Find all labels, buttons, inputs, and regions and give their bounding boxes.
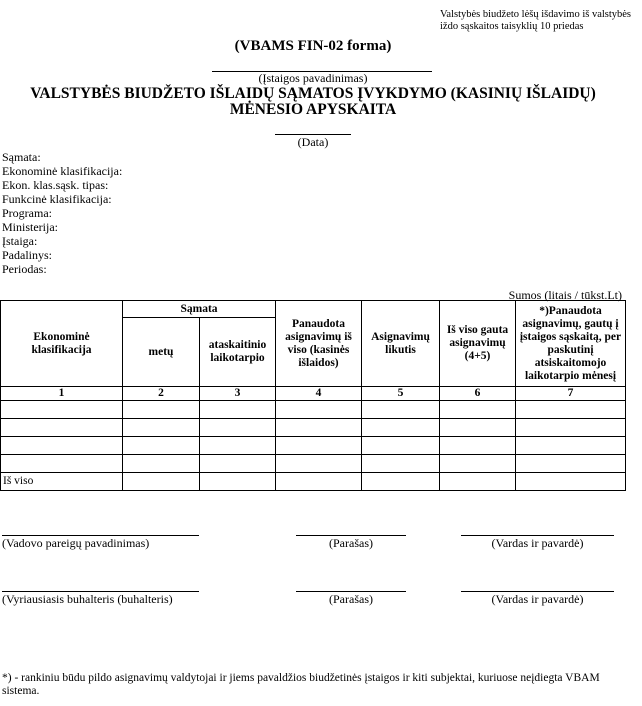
meta-fields (2, 150, 122, 276)
name-caption: (Vardas ir pavardė) (491, 592, 584, 606)
table-cell[interactable] (276, 437, 362, 455)
table-cell[interactable] (123, 401, 200, 419)
table-cell[interactable] (1, 455, 123, 473)
table-cell[interactable] (200, 419, 276, 437)
accountant-caption: (Vyriausiasis buhalteris (buhalteris) (2, 592, 173, 606)
meta-field: Ekon. klas.sąsk. tipas: (2, 178, 109, 192)
table-cell[interactable] (123, 473, 200, 491)
table-cell[interactable] (200, 437, 276, 455)
table-cell[interactable] (440, 401, 516, 419)
column-number: 3 (200, 387, 276, 401)
table-cell[interactable] (276, 473, 362, 491)
name-caption: (Vardas ir pavardė) (491, 536, 584, 550)
table-cell[interactable] (362, 473, 440, 491)
meta-field: Sąmata: (2, 150, 41, 164)
column-number: 1 (1, 387, 123, 401)
table-cell[interactable] (123, 437, 200, 455)
table-cell[interactable] (276, 455, 362, 473)
header-gauta: Iš viso gauta asignavimų (4+5) (440, 301, 516, 387)
table-cell[interactable] (362, 455, 440, 473)
table-cell[interactable] (362, 401, 440, 419)
table-cell[interactable] (123, 419, 200, 437)
table-cell[interactable] (200, 473, 276, 491)
signature-caption: (Parašas) (329, 536, 373, 550)
header-metu: metų (123, 318, 200, 387)
meta-field: Įstaiga: (2, 234, 38, 248)
main-title (0, 86, 626, 118)
date-caption: (Data) (297, 135, 329, 149)
table-row (1, 401, 626, 419)
table-cell[interactable] (440, 473, 516, 491)
meta-field: Funkcinė klasifikacija: (2, 192, 112, 206)
table-cell[interactable] (123, 455, 200, 473)
main-title-line1: VALSTYBĖS BIUDŽETO IŠLAIDŲ SĄMATOS ĮVYKDYMO (KASINIŲ IŠLAIDŲ) (30, 85, 596, 102)
table-row (1, 437, 626, 455)
table-cell[interactable] (440, 455, 516, 473)
total-label: Iš viso (1, 473, 123, 491)
footnote: *) - rankiniu būdu pildo asignavimų valdytojai ir jiems pavaldžios biudžetinės įstaigos ir kiti subjektai, kuriuose neįdiegta VBAM sistema. (2, 672, 600, 697)
meta-field: Ministerija: (2, 220, 58, 234)
form-title: (VBAMS FIN-02 forma) (234, 38, 392, 54)
column-number: 6 (440, 387, 516, 401)
table-cell[interactable] (516, 473, 626, 491)
meta-field: Padalinys: (2, 248, 52, 262)
table-cell[interactable] (516, 419, 626, 437)
header-ataskaitinio: ataskaitinio laikotarpio (200, 318, 276, 387)
meta-field: Ekonominė klasifikacija: (2, 164, 123, 178)
meta-field: Periodas: (2, 262, 47, 276)
signature-caption: (Parašas) (329, 592, 373, 606)
table-cell[interactable] (1, 419, 123, 437)
table-cell[interactable] (440, 437, 516, 455)
table-cell[interactable] (1, 401, 123, 419)
table-cell[interactable] (440, 419, 516, 437)
header-panaudota: Panaudota asignavimų iš viso (kasinės išlaidos) (276, 301, 362, 387)
header-economic-classification: Ekonominė klasifikacija (1, 301, 123, 387)
table-cell[interactable] (362, 437, 440, 455)
column-number: 7 (516, 387, 626, 401)
column-number: 5 (362, 387, 440, 401)
table-row (1, 419, 626, 437)
total-row (1, 473, 626, 491)
table-cell[interactable] (276, 419, 362, 437)
table-cell[interactable] (1, 437, 123, 455)
table-cell[interactable] (362, 419, 440, 437)
execution-table (0, 300, 626, 491)
main-title-line2: MĖNESIO APYSKAITA (229, 101, 397, 118)
table-cell[interactable] (200, 455, 276, 473)
header-likutis: Asignavimų likutis (362, 301, 440, 387)
meta-field: Programa: (2, 206, 52, 220)
table-cell[interactable] (276, 401, 362, 419)
table-row (1, 455, 626, 473)
units-label: Sumos (litais / tūkst.Lt) (508, 288, 622, 302)
head-position-caption: (Vadovo pareigų pavadinimas) (2, 536, 150, 550)
column-number: 2 (123, 387, 200, 401)
institution-caption: (Įstaigos pavadinimas) (258, 71, 368, 85)
column-number: 4 (276, 387, 362, 401)
header-samata: Sąmata (123, 301, 276, 318)
header-footnote-column: *)Panaudota asignavimų, gautų į įstaigos sąskaitą, per paskutinį atsiskaitomojo laikotarpio mėnesį (516, 301, 626, 387)
appendix-note: Valstybės biudžeto lėšų išdavimo iš valstybės iždo sąskaitos taisyklių 10 priedas (440, 9, 632, 32)
table-cell[interactable] (516, 437, 626, 455)
table-cell[interactable] (200, 401, 276, 419)
table-cell[interactable] (516, 455, 626, 473)
table-cell[interactable] (516, 401, 626, 419)
